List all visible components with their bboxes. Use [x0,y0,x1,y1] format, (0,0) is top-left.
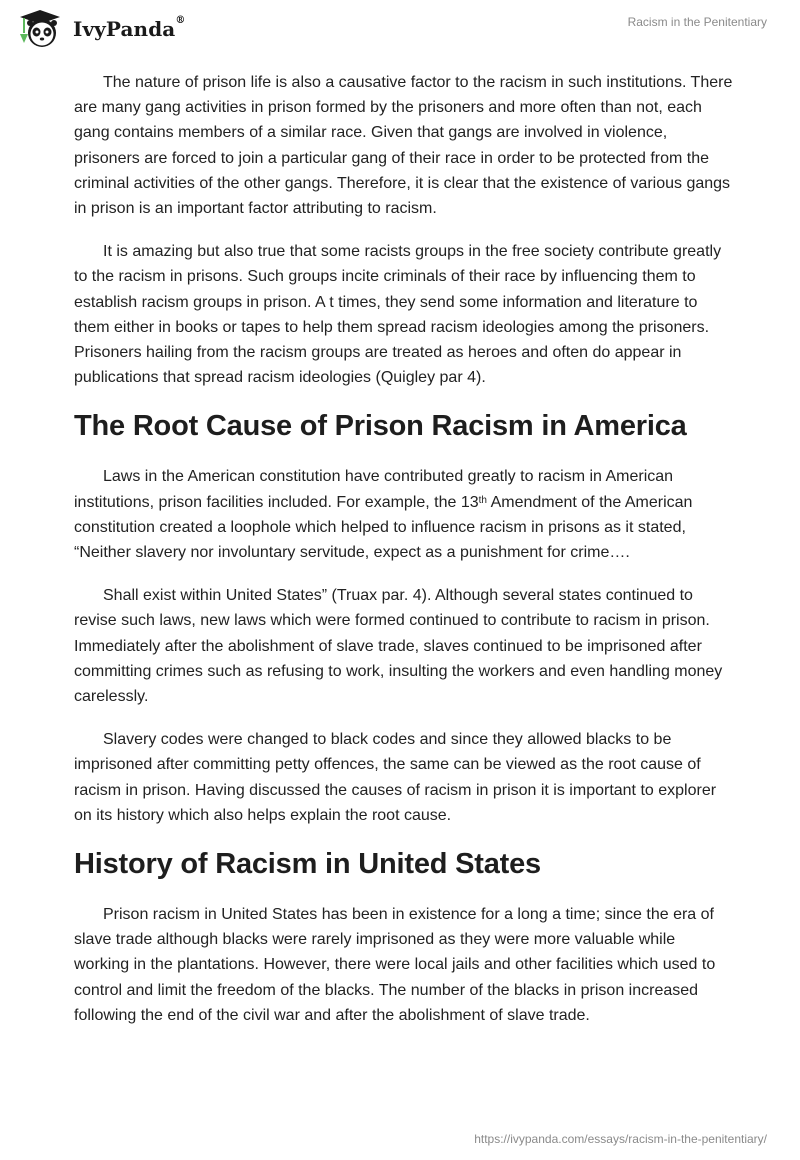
section-heading-history: History of Racism in United States [74,848,541,881]
panda-graduate-icon [16,9,68,49]
source-url[interactable]: https://ivypanda.com/essays/racism-in-the-penitentiary/ [474,1132,767,1146]
section-heading-root-cause: The Root Cause of Prison Racism in America [74,410,687,443]
ivypanda-logo[interactable] [16,9,185,49]
page-header [0,0,800,70]
document-title: Racism in the Penitentiary [627,15,767,29]
paragraph-history: Prison racism in United States has been in existence for a long a time; since the era of slave trade although blacks were rarely imprisoned as they were more valuable while working in the plantations. However, there were local jails and other facilities which used to control and limit the freedom of the blacks. The number of the blacks in prison increased following the end of the civil war and after the abolishment of slave trade. [74,906,716,1024]
paragraph-state-laws: Shall exist within United States” (Truax par. 4). Although several states continued to revise such laws, new laws which were formed continued to contribute to racism in prison. Immediately after the abolishment of slave trade, slaves continued to be imprisoned after committing crimes such as refusing to work, insulting the workers and even handling money carelessly. [74,587,723,706]
paragraph-constitution: Laws in the American constitution have contributed greatly to racism in American institutions, prison facilities included. For example, the 13th Amendment of the American constitution created a loophole which helped to influence racism in prisons as it stated, “Neither slavery nor involuntary servitude, expect as a punishment for crime…. [74,468,693,562]
paragraph-black-codes: Slavery codes were changed to black codes and since they allowed blacks to be imprisoned after committing petty offences, the same can be viewed as the root cause of racism in prison. Having discussed the causes of racism in prison it is important to explorer on its history which also helps explain the root cause. [74,731,717,824]
paragraph-racist-groups: It is amazing but also true that some racists groups in the free society contribute greatly to the racism in prisons. Such groups incite criminals of their race by influencing them to establish racism groups in prison. A t times, they send some information and literature to them either in books or tapes to help them spread racism ideologies among the prisoners. Prisoners hailing from the racism groups are treated as heroes and often do appear in publications that spread racism ideologies (Quigley par 4). [74,243,722,387]
paragraph-gangs: The nature of prison life is also a causative factor to the racism in such institutions. There are many gang activities in prison formed by the prisoners and more often than not, each gang contains members of a similar race. Given that gangs are involved in violence, prisoners are forced to join a particular gang of their race in order to be protected from the criminal activities of the other gangs. Therefore, it is clear that the existence of various gangs in prison is an important factor attributing to racism. [74,74,733,218]
essay-content [74,70,734,1046]
logo-wordmark: IvyPanda® [73,15,186,41]
